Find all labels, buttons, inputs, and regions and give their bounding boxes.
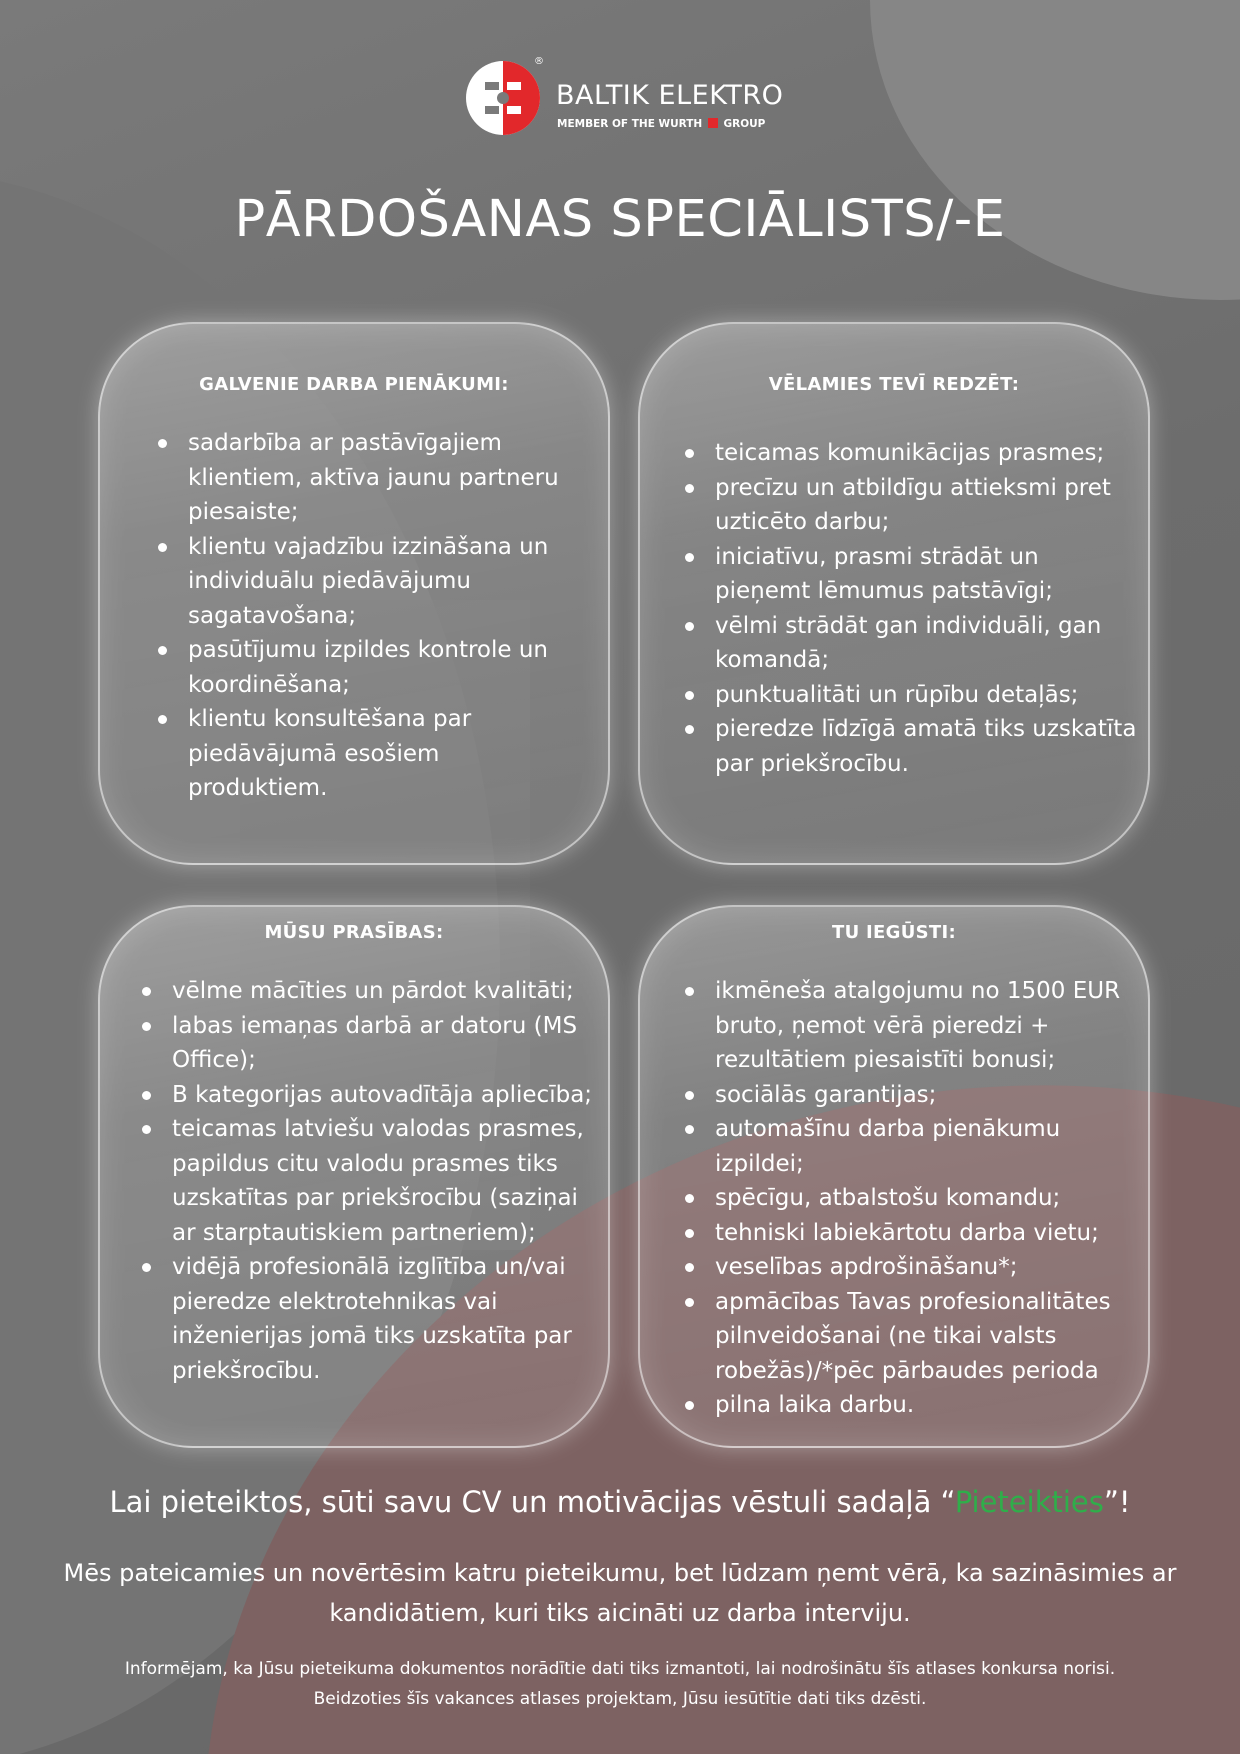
logo-tagline-end: GROUP	[723, 118, 766, 130]
apply-text-start: Lai pieteiktos, sūti savu CV un motivācijas vēstuli sadaļā “	[109, 1485, 955, 1519]
privacy-notice	[40, 1654, 1200, 1714]
list-item: vidējā profesionālā izglītība un/vai pieredze elektrotehnikas vai inženierijas jomā tiks uzskatīta par priekšrocību.	[140, 1250, 605, 1388]
list-item: tehniski labiekārtotu darba vietu;	[683, 1216, 1143, 1251]
list-item: labas iemaņas darbā ar datoru (MS Office);	[140, 1009, 605, 1078]
list-item: klientu konsultēšana par piedāvājumā esošiem produktiem.	[156, 702, 586, 806]
list-item: iniciatīvu, prasmi strādāt un pieņemt lēmumus patstāvīgi;	[683, 540, 1138, 609]
list-item: vēlme mācīties un pārdot kvalitāti;	[140, 974, 605, 1009]
list-item: teicamas komunikācijas prasmes;	[683, 436, 1138, 471]
logo-mark-icon	[465, 60, 541, 136]
list-item: pasūtījumu izpildes kontrole un koordinēšana;	[156, 633, 586, 702]
list-item: vēlmi strādāt gan individuāli, gan komandā;	[683, 609, 1138, 678]
list-item: automašīnu darba pienākumu izpildei;	[683, 1112, 1143, 1181]
wurth-mark-icon	[708, 118, 718, 128]
card-requirements	[98, 905, 610, 1448]
card-wanted	[638, 322, 1150, 865]
list-item: sociālās garantijas;	[683, 1078, 1143, 1113]
logo-tagline-start: MEMBER OF THE WURTH	[557, 118, 703, 130]
apply-text-end: ”!	[1103, 1485, 1131, 1519]
page-title: PĀRDOŠANAS SPECIĀLISTS/-E	[234, 190, 1006, 249]
card-duties-heading: GALVENIE DARBA PIENĀKUMI:	[199, 374, 509, 395]
logo-company-name: BALTIK ELEKTRO	[556, 80, 784, 111]
benefits-list	[683, 974, 1143, 1423]
list-item: B kategorijas autovadītāja apliecība;	[140, 1078, 605, 1113]
card-requirements-heading: MŪSU PRASĪBAS:	[264, 922, 444, 943]
list-item: pilna laika darbu.	[683, 1388, 1143, 1423]
apply-instruction	[0, 1485, 1240, 1519]
list-item: apmācības Tavas profesionalitātes pilnveidošanai (ne tikai valsts robežās)/*pēc pārbaudes perioda	[683, 1285, 1143, 1389]
thanks-note: Mēs pateicamies un novērtēsim katru pieteikumu, bet lūdzam ņemt vērā, ka sazināsimies ar kandidātiem, kuri tiks aicināti uz darba interviju.	[63, 1559, 1177, 1627]
list-item: pieredze līdzīgā amatā tiks uzskatīta par priekšrocību.	[683, 712, 1138, 781]
list-item: veselības apdrošināšanu*;	[683, 1250, 1143, 1285]
list-item: sadarbība ar pastāvīgajiem klientiem, aktīva jaunu partneru piesaiste;	[156, 426, 586, 530]
card-duties	[98, 322, 610, 865]
logo-registered-mark: ®	[534, 56, 544, 67]
wanted-list	[683, 436, 1138, 781]
list-item: ikmēneša atalgojumu no 1500 EUR bruto, ņemot vērā pieredzi + rezultātiem piesaistīti bonusi;	[683, 974, 1143, 1078]
privacy-line-2: Beidzoties šīs vakances atlases projektam, Jūsu iesūtītie dati tiks dzēsti.	[313, 1689, 927, 1709]
list-item: precīzu un atbildīgu attieksmi pret uzticēto darbu;	[683, 471, 1138, 540]
card-wanted-heading: VĒLAMIES TEVĪ REDZĒT:	[768, 374, 1020, 395]
privacy-line-1: Informējam, ka Jūsu pieteikuma dokumentos norādītie dati tiks izmantoti, lai nodrošinātu šīs atlases konkursa norisi.	[124, 1659, 1116, 1679]
list-item: klientu vajadzību izzināšana un individuālu piedāvājumu sagatavošana;	[156, 530, 586, 634]
duties-list	[156, 426, 586, 806]
company-logo	[465, 58, 785, 138]
list-item: teicamas latviešu valodas prasmes, papildus citu valodu prasmes tiks uzskatītas par priekšrocību (saziņai ar starptautiskiem partneriem);	[140, 1112, 605, 1250]
card-benefits-heading: TU IEGŪSTI:	[832, 922, 956, 943]
list-item: spēcīgu, atbalstošu komandu;	[683, 1181, 1143, 1216]
list-item: punktualitāti un rūpību detaļās;	[683, 678, 1138, 713]
card-benefits	[638, 905, 1150, 1448]
requirements-list	[140, 974, 605, 1388]
logo-tagline	[557, 118, 765, 130]
apply-link[interactable]: Pieteikties	[954, 1485, 1104, 1519]
